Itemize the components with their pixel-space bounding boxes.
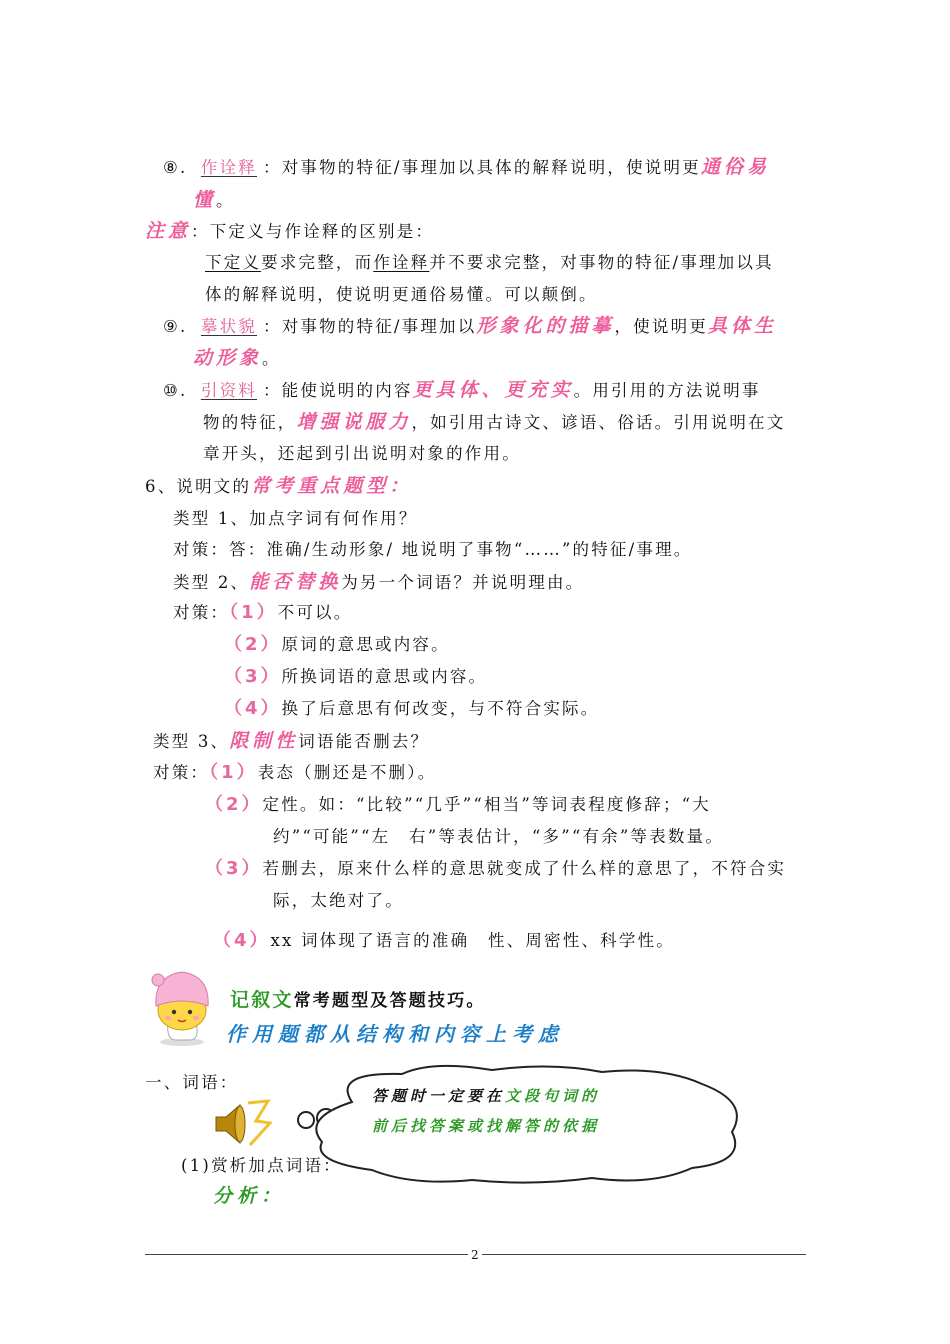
type2-question: [173, 570, 584, 595]
emphasis-text: 具体生: [707, 315, 777, 337]
page-number: 2: [468, 1248, 482, 1262]
underlined-term: 作诠释: [373, 253, 430, 272]
item-number: ⑨.: [163, 317, 188, 336]
bubble-line-1: [372, 1084, 600, 1108]
item-text: ，使说明更: [614, 317, 708, 336]
point-text: 换了后意思有何改变，与不符合实际。: [281, 699, 600, 718]
narrative-title-rest: 常考题型及答题技巧。: [293, 991, 486, 1011]
type3-point-3: [205, 857, 786, 881]
note-line: [145, 219, 434, 244]
type2-point-3: [224, 665, 487, 689]
point-text: xx 词体现了语言的准确 性、周密性、科学性。: [270, 931, 675, 950]
item-10-line1: [163, 378, 761, 403]
type-label: 类型 2、: [173, 573, 250, 592]
type3-point-3-cont: 际，太绝对了。: [273, 891, 404, 910]
answer-label: 对策：: [153, 763, 210, 782]
item-text: 。用引用的方法说明事: [573, 381, 761, 400]
point-number: （3）: [205, 858, 263, 879]
note-body-line2: 体的解释说明，使说明更通俗易懂。可以颠倒。: [205, 285, 598, 304]
item-10-line3: 章开头，还起到引出说明对象的作用。: [203, 444, 521, 463]
point-text: 表态（删还是不删）。: [257, 763, 437, 782]
point-number: （1）: [209, 762, 258, 783]
point-text: 原词的意思或内容。: [281, 635, 450, 654]
narrative-title-green: 记叙文: [230, 989, 294, 1011]
emphasis-text: 懂: [193, 189, 217, 211]
type-text: 词语能否删去？: [298, 732, 430, 751]
note-body-line1: [205, 251, 774, 275]
speaker-icon: [210, 1099, 272, 1149]
emphasis-text: 限制性: [229, 730, 299, 752]
body-text: 要求完整，而: [261, 253, 374, 272]
type1-answer: 对策：答：准确/生动形象/ 地说明了事物“……”的特征/事理。: [173, 540, 693, 559]
fill-blank: 引资料: [200, 381, 257, 400]
point-text: 若删去，原来什么样的意思就变成了什么样的意思了，不符合实: [262, 859, 787, 878]
point-number: （4）: [224, 698, 282, 719]
item-9-line2: [193, 346, 281, 371]
point-text: 不可以。: [277, 603, 353, 622]
item-text: 物的特征，: [203, 413, 297, 432]
type3-point-4: [213, 929, 675, 953]
item-number: ⑧.: [163, 158, 188, 177]
type-text: 为另一个词语？并说明理由。: [341, 573, 585, 592]
type3-question: [153, 729, 429, 754]
underlined-term: 下定义: [205, 253, 262, 272]
item-text: ：对事物的特征/事理加以: [263, 317, 477, 336]
item-text: 。: [262, 349, 281, 368]
section-6-title: [145, 474, 412, 499]
narrative-title: [230, 988, 486, 1013]
type2-point-1: [173, 601, 352, 625]
point-text: 所换词语的意思或内容。: [281, 667, 488, 686]
type2-point-4: [224, 697, 599, 721]
item-text: ：对事物的特征/事理加以具体的解释说明，使说明更: [263, 158, 701, 177]
item-text: 。: [216, 191, 235, 210]
bubble-text: 答题时一定要在: [372, 1087, 506, 1105]
type2-point-2: [224, 633, 450, 657]
type-label: 类型 3、: [153, 732, 230, 751]
type3-point-2: [205, 793, 711, 817]
section-title-text: 6、说明文的: [145, 477, 252, 496]
item-8-line1: [163, 155, 770, 180]
part1-sub: (1)赏析加点词语：: [181, 1156, 342, 1175]
note-text: ：下定义与作诠释的区别是：: [191, 222, 435, 241]
bubble-text-green: 文段句词的: [505, 1087, 601, 1105]
emphasis-text: 形象化的描摹: [476, 315, 615, 337]
emphasis-text: 通俗易: [700, 156, 770, 178]
fill-blank: 摹状貌: [200, 317, 257, 336]
emphasis-text: 常考重点题型：: [251, 475, 413, 497]
narrative-subtitle: 作用题都从结构和内容上考虑: [226, 1022, 564, 1046]
point-number: （4）: [213, 930, 271, 951]
point-number: （1）: [229, 602, 278, 623]
part1-title: 一、词语：: [145, 1073, 239, 1092]
item-text: ，如引用古诗文、谚语、俗话。引用说明在文: [411, 413, 786, 432]
emphasis-text: 能否替换: [249, 571, 342, 593]
item-number: ⑩.: [163, 381, 188, 400]
mascot-illustration: [142, 966, 224, 1048]
point-number: （2）: [224, 634, 282, 655]
answer-label: 对策：: [173, 603, 230, 622]
emphasis-text: 更具体、更充实: [412, 379, 574, 401]
point-number: （2）: [205, 794, 263, 815]
body-text: 并不要求完整，对事物的特征/事理加以具: [429, 253, 774, 272]
bubble-line-2: 前后找答案或找解答的依据: [372, 1117, 601, 1135]
emphasis-text: 增强说服力: [296, 411, 412, 433]
type3-point-2-cont: 约”“可能”“左 右”等表估计，“多”“有余”等表数量。: [273, 827, 725, 846]
analysis-label: 分析：: [213, 1185, 286, 1207]
type3-point-1: [153, 761, 436, 785]
item-text: ：能使说明的内容: [263, 381, 413, 400]
emphasis-text: 动形象: [193, 347, 263, 369]
item-10-line2: [203, 410, 786, 435]
point-number: （3）: [224, 666, 282, 687]
fill-blank: 作诠释: [200, 158, 257, 177]
item-9-line1: [163, 314, 777, 339]
point-text: 定性。如：“比较”“几乎”“相当”等词表程度修辞；“大: [262, 795, 711, 814]
type1-question: 类型 1、加点字词有何作用？: [173, 509, 418, 528]
item-8-line2: [193, 188, 235, 213]
note-label: 注意: [145, 220, 192, 242]
